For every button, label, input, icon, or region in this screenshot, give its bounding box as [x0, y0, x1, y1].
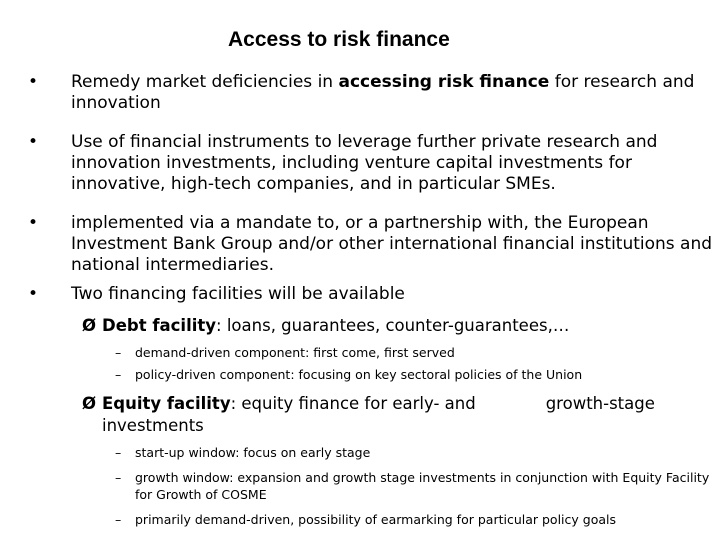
arrow-bullet-icon: Ø — [82, 316, 97, 335]
debt-sub-item — [115, 366, 715, 383]
equity-facility-text-a: : equity finance for early- and — [230, 394, 476, 413]
equity-sub-text: primarily demand-driven, possibility of earmarking for particular policy goals — [135, 512, 616, 527]
debt-sub-text: demand-driven component: first come, first served — [135, 345, 455, 360]
equity-sub-text: start-up window: focus on early stage — [135, 445, 371, 460]
bullet-financial-instruments — [28, 132, 718, 195]
bullet-dot: • — [28, 213, 39, 233]
equity-sub-item — [115, 469, 715, 503]
equity-facility-label: Equity facility — [102, 394, 231, 413]
debt-sub-text: policy-driven component: focusing on key sectoral policies of the Union — [135, 367, 583, 382]
equity-sub-item — [115, 511, 715, 528]
dash-bullet: – — [115, 367, 122, 382]
equity-facility-text-b: growth-stage investments — [102, 394, 655, 435]
bullet-text-post: for research and innovation — [71, 72, 695, 113]
bullet-implemented — [28, 213, 718, 276]
equity-facility-item — [82, 393, 712, 437]
equity-sub-text: growth window: expansion and growth stage investments in conjunction with Equity Facility for Growth of COSME — [135, 470, 710, 502]
bullet-text: implemented via a mandate to, or a partnership with, the European Investment Bank Group and/or other international financial institutions and national intermediaries. — [71, 213, 713, 275]
debt-facility-item — [82, 315, 712, 337]
bullet-two-facilities — [28, 284, 718, 305]
bullet-text-bold: accessing risk finance — [338, 72, 550, 92]
bullet-dot: • — [28, 132, 39, 152]
bullet-dot: • — [28, 72, 39, 92]
dash-bullet: – — [115, 345, 122, 360]
bullet-text-pre: Remedy market deficiencies in — [71, 72, 339, 92]
dash-bullet: – — [115, 512, 122, 527]
dash-bullet: – — [115, 470, 122, 485]
debt-sub-item — [115, 344, 715, 361]
slide-title: Access to risk finance — [228, 28, 450, 51]
bullet-dot: • — [28, 284, 39, 304]
debt-facility-label: Debt facility — [102, 316, 217, 335]
bullet-remedy — [28, 72, 718, 114]
bullet-text: Use of financial instruments to leverage further private research and innovation investments, including venture capital investments for innovative, high-tech companies, and in particular SMEs. — [71, 132, 658, 194]
equity-sub-item — [115, 444, 715, 461]
debt-facility-text: : loans, guarantees, counter-guarantees,… — [216, 316, 570, 335]
bullet-text: Two financing facilities will be available — [71, 284, 405, 304]
arrow-bullet-icon: Ø — [82, 394, 97, 413]
dash-bullet: – — [115, 445, 122, 460]
